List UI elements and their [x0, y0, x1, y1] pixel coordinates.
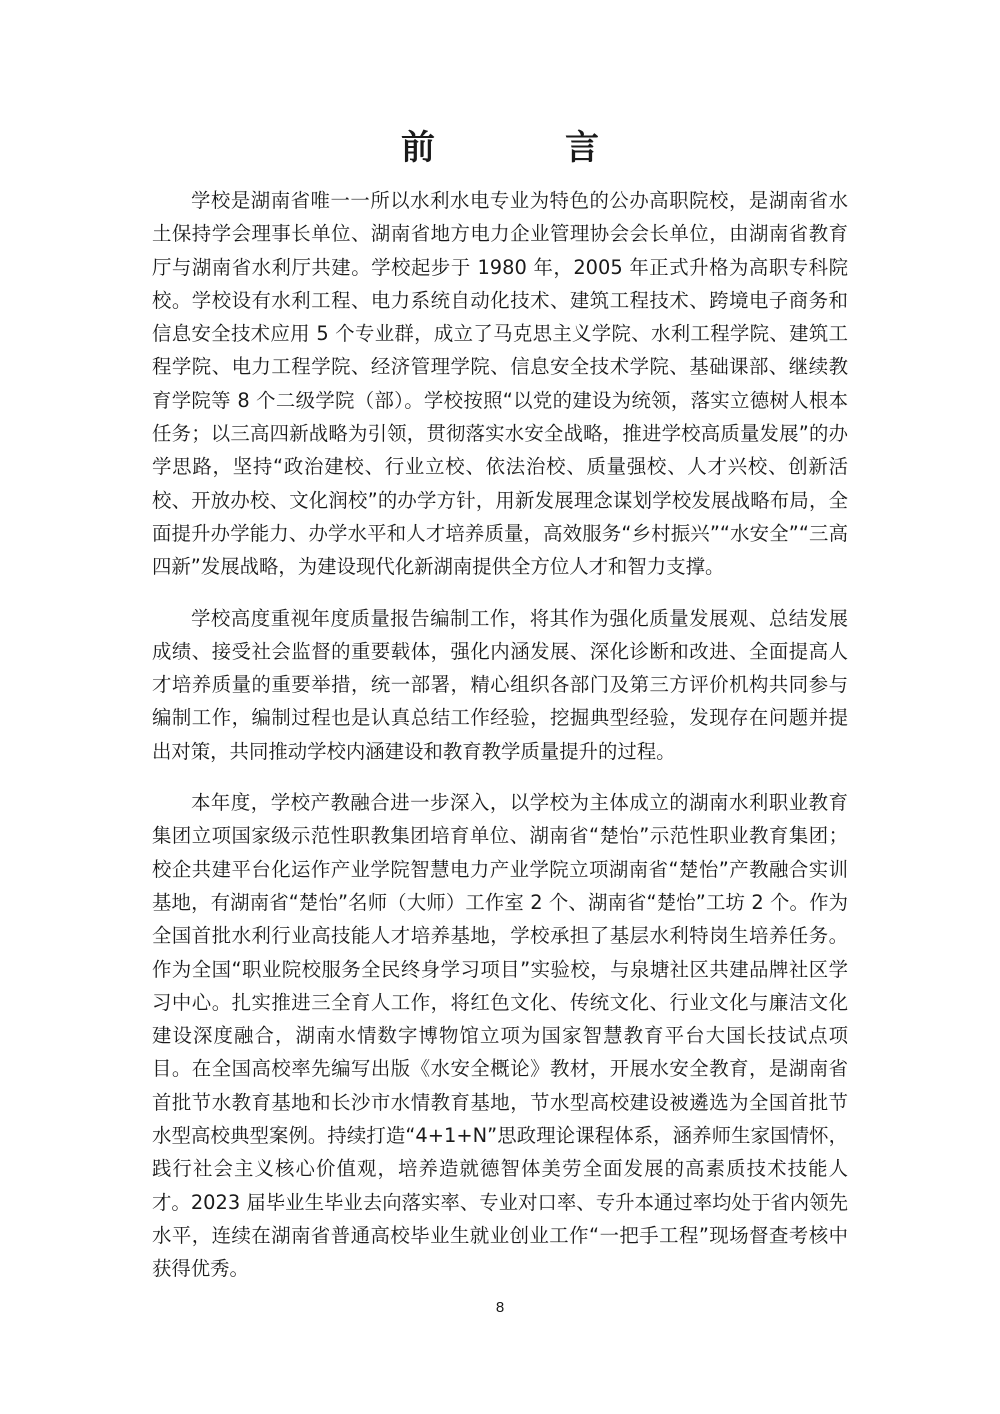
paragraph-3: 本年度，学校产教融合进一步深入，以学校为主体成立的湖南水利职业教育集团立项国家级示范性职教集团培育单位、湖南省“楚怡”示范性职业教育集团；校企共建平台化运作产业学院智慧电力产业学院立项湖南省“楚怡”产教融合实训基地，有湖南省“楚怡”名师（大师）工作室 2 个、湖南省“楚怡”工坊 2 个。作为全国首批水利行业高技能人才培养基地，学校承担了基层水利特岗生培养任务。作为全国“职业院校服务全民终身学习项目”实验校，与泉塘社区共建品牌社区学习中心。扎实推进三全育人工作，将红色文化、传统文化、行业文化与廉洁文化建设深度融合，湖南水情数字博物馆立项为国家智慧教育平台大国长技试点项目。在全国高校率先编写出版《水安全概论》教材，开展水安全教育，是湖南省首批节水教育基地和长沙市水情教育基地，节水型高校建设被遴选为全国首批节水型高校典型案例。持续打造“4+1+N”思政理论课程体系，涵养师生家国情怀，践行社会主义核心价值观，培养造就德智体美劳全面发展的高素质技术技能人才。2023 届毕业生毕业去向落实率、专业对口率、专升本通过率均处于省内领先水平，连续在湖南省普通高校毕业生就业创业工作“一把手工程”现场督查考核中获得优秀。 [152, 791, 848, 1281]
page-number: 8 [495, 1299, 505, 1316]
page-title: 前 言 [401, 128, 647, 168]
paragraph-2: 学校高度重视年度质量报告编制工作，将其作为强化质量发展观、总结发展成绩、接受社会监督的重要载体，强化内涵发展、深化诊断和改进、全面提高人才培养质量的重要举措，统一部署，精心组织各部门及第三方评价机构共同参与编制工作，编制过程也是认真总结工作经验，挖掘典型经验，发现存在问题并提出对策，共同推动学校内涵建设和教育教学质量提升的过程。 [152, 606, 848, 763]
body-text [152, 184, 848, 1304]
paragraph-1: 学校是湖南省唯一一所以水利水电专业为特色的公办高职院校，是湖南省水土保持学会理事长单位、湖南省地方电力企业管理协会会长单位，由湖南省教育厅与湖南省水利厅共建。学校起步于 1980 年，2005 年正式升格为高职专科院校。学校设有水利工程、电力系统自动化技术、建筑工程技术、跨境电子商务和信息安全技术应用 5 个专业群，成立了马克思主义学院、水利工程学院、建筑工程学院、电力工程学院、经济管理学院、信息安全技术学院、基础课部、继续教育学院等 8 个二级学院（部）。学校按照“以党的建设为统领，落实立德树人根本任务；以三高四新战略为引领，贯彻落实水安全战略，推进学校高质量发展”的办学思路，坚持“政治建校、行业立校、依法治校、质量强校、人才兴校、创新活校、开放办校、文化润校”的办学方针，用新发展理念谋划学校发展战略布局，全面提升办学能力、办学水平和人才培养质量，高效服务“乡村振兴”“水安全”“三高四新”发展战略，为建设现代化新湖南提供全方位人才和智力支撑。 [152, 189, 848, 579]
